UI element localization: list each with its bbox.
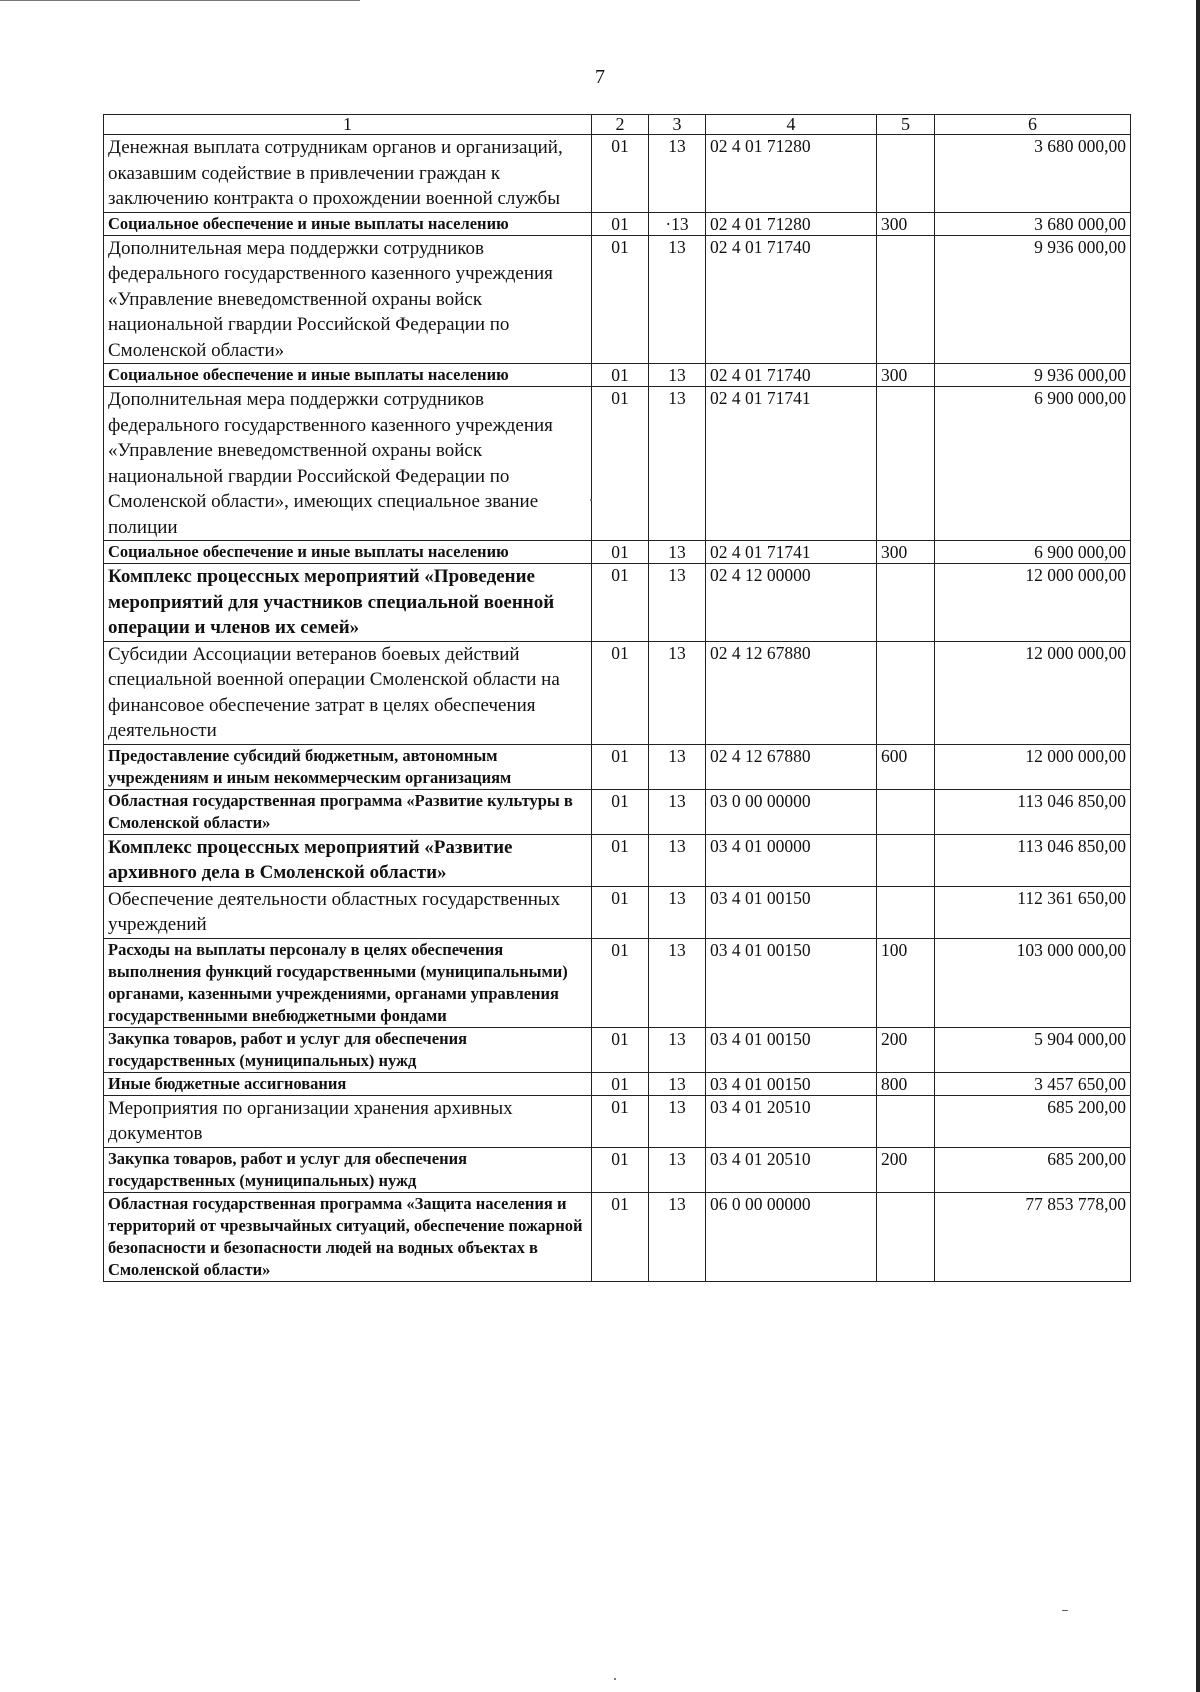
table-row <box>104 1192 1131 1281</box>
table-row <box>104 1147 1131 1192</box>
table-row <box>104 834 1131 886</box>
section-code: 01 <box>592 1147 649 1192</box>
subsection-code: 13 <box>649 1147 706 1192</box>
expense-type-code <box>877 1095 935 1147</box>
expense-type-code: 300 <box>877 364 935 387</box>
table-row <box>104 1027 1131 1072</box>
expense-type-code <box>877 834 935 886</box>
line-item-name: Комплекс процессных мероприятий «Развитие архивного дела в Смоленской области» <box>104 834 592 886</box>
section-code: 01 <box>592 834 649 886</box>
expense-type-code: 200 <box>877 1027 935 1072</box>
line-item-name: Субсидии Ассоциации ветеранов боевых действий специальной военной операции Смоленской области на финансовое обеспечение затрат в целях обеспечения деятельности <box>104 641 592 744</box>
subsection-code: 13 <box>649 564 706 642</box>
expense-type-code <box>877 789 935 834</box>
table-row <box>104 1095 1131 1147</box>
line-item-name: Дополнительная мера поддержки сотрудников федерального государственного казенного учреждения «Управление вневедомственной охраны войск национальной гвардии Российской Федерации по Смоленской области», имеющих специальное звание полиции <box>104 387 592 541</box>
amount: 5 904 000,00 <box>935 1027 1131 1072</box>
subsection-code: 13 <box>649 1072 706 1095</box>
section-code: 01 <box>592 541 649 564</box>
column-header: 1 <box>104 115 592 135</box>
table-row <box>104 744 1131 789</box>
section-code: 01 <box>592 1072 649 1095</box>
page-number: 7 <box>595 66 605 88</box>
line-item-name: Обеспечение деятельности областных государственных учреждений <box>104 886 592 938</box>
amount: 6 900 000,00 <box>935 541 1131 564</box>
scan-speck <box>590 499 592 501</box>
section-code: 01 <box>592 886 649 938</box>
target-article-code: 03 4 01 00150 <box>706 1072 877 1095</box>
line-item-name: Мероприятия по организации хранения архивных документов <box>104 1095 592 1147</box>
table-row <box>104 135 1131 213</box>
subsection-code: 13 <box>649 1095 706 1147</box>
line-item-name: Иные бюджетные ассигнования <box>104 1072 592 1095</box>
section-code: 01 <box>592 235 649 364</box>
table-row <box>104 364 1131 387</box>
line-item-name: Предоставление субсидий бюджетным, автономным учреждениям и иным некоммерческим организациям <box>104 744 592 789</box>
target-article-code: 03 4 01 00000 <box>706 834 877 886</box>
amount: 3 680 000,00 <box>935 135 1131 213</box>
section-code: 01 <box>592 938 649 1027</box>
table-row <box>104 886 1131 938</box>
target-article-code: 02 4 01 71741 <box>706 541 877 564</box>
scan-top-rule <box>0 0 360 1</box>
column-number-row <box>104 115 1131 135</box>
amount: 77 853 778,00 <box>935 1192 1131 1281</box>
section-code: 01 <box>592 387 649 541</box>
expense-type-code: 300 <box>877 541 935 564</box>
amount: 12 000 000,00 <box>935 641 1131 744</box>
table-row <box>104 789 1131 834</box>
subsection-code: 13 <box>649 1192 706 1281</box>
scan-speck <box>614 1678 616 1680</box>
target-article-code: 06 0 00 00000 <box>706 1192 877 1281</box>
line-item-name: Областная государственная программа «Развитие культуры в Смоленской области» <box>104 789 592 834</box>
target-article-code: 02 4 01 71740 <box>706 235 877 364</box>
section-code: 01 <box>592 1192 649 1281</box>
section-code: 01 <box>592 212 649 235</box>
section-code: 01 <box>592 364 649 387</box>
line-item-name: Дополнительная мера поддержки сотрудников федерального государственного казенного учреждения «Управление вневедомственной охраны войск национальной гвардии Российской Федерации по Смоленской области» <box>104 235 592 364</box>
expense-type-code <box>877 1192 935 1281</box>
section-code: 01 <box>592 641 649 744</box>
subsection-code: 13 <box>649 744 706 789</box>
subsection-code: 13 <box>649 938 706 1027</box>
table-row <box>104 641 1131 744</box>
line-item-name: Расходы на выплаты персоналу в целях обеспечения выполнения функций государственными (муниципальными) органами, казенными учреждениями, органами управления государственными внебюджетными фондами <box>104 938 592 1027</box>
amount: 9 936 000,00 <box>935 364 1131 387</box>
subsection-code: 13 <box>649 135 706 213</box>
amount: 9 936 000,00 <box>935 235 1131 364</box>
target-article-code: 02 4 01 71280 <box>706 212 877 235</box>
expense-type-code <box>877 387 935 541</box>
line-item-name: Социальное обеспечение и иные выплаты населению <box>104 212 592 235</box>
amount: 112 361 650,00 <box>935 886 1131 938</box>
line-item-name: Закупка товаров, работ и услуг для обеспечения государственных (муниципальных) нужд <box>104 1027 592 1072</box>
column-header: 4 <box>706 115 877 135</box>
amount: 3 680 000,00 <box>935 212 1131 235</box>
line-item-name: Социальное обеспечение и иные выплаты населению <box>104 541 592 564</box>
line-item-name: Денежная выплата сотрудникам органов и организаций, оказавшим содействие в привлечении граждан к заключению контракта о прохождении военной службы <box>104 135 592 213</box>
target-article-code: 02 4 12 00000 <box>706 564 877 642</box>
scan-edge-mark <box>1196 0 1200 1692</box>
target-article-code: 02 4 01 71280 <box>706 135 877 213</box>
subsection-code: 13 <box>649 541 706 564</box>
subsection-code: 13 <box>649 387 706 541</box>
target-article-code: 03 4 01 00150 <box>706 1027 877 1072</box>
line-item-name: Областная государственная программа «Защита населения и территорий от чрезвычайных ситуаций, обеспечение пожарной безопасности и безопасности людей на водных объектах в Смоленской области» <box>104 1192 592 1281</box>
expense-type-code <box>877 135 935 213</box>
scan-speck <box>1062 1610 1068 1611</box>
table-row <box>104 387 1131 541</box>
column-header: 6 <box>935 115 1131 135</box>
target-article-code: 03 4 01 00150 <box>706 938 877 1027</box>
target-article-code: 02 4 01 71740 <box>706 364 877 387</box>
section-code: 01 <box>592 564 649 642</box>
expense-type-code: 100 <box>877 938 935 1027</box>
expense-type-code: 600 <box>877 744 935 789</box>
target-article-code: 03 4 01 20510 <box>706 1095 877 1147</box>
table-row <box>104 235 1131 364</box>
table-row <box>104 938 1131 1027</box>
amount: 12 000 000,00 <box>935 564 1131 642</box>
section-code: 01 <box>592 1095 649 1147</box>
target-article-code: 02 4 01 71741 <box>706 387 877 541</box>
amount: 685 200,00 <box>935 1147 1131 1192</box>
expense-type-code <box>877 235 935 364</box>
section-code: 01 <box>592 1027 649 1072</box>
amount: 113 046 850,00 <box>935 834 1131 886</box>
amount: 12 000 000,00 <box>935 744 1131 789</box>
table-row <box>104 1072 1131 1095</box>
amount: 685 200,00 <box>935 1095 1131 1147</box>
subsection-code: 13 <box>649 834 706 886</box>
line-item-name: Социальное обеспечение и иные выплаты населению <box>104 364 592 387</box>
subsection-code: ·13 <box>649 212 706 235</box>
subsection-code: 13 <box>649 886 706 938</box>
expense-type-code <box>877 564 935 642</box>
target-article-code: 03 4 01 00150 <box>706 886 877 938</box>
target-article-code: 02 4 12 67880 <box>706 641 877 744</box>
line-item-name: Комплекс процессных мероприятий «Проведение мероприятий для участников специальной военной операции и членов их семей» <box>104 564 592 642</box>
subsection-code: 13 <box>649 641 706 744</box>
subsection-code: 13 <box>649 789 706 834</box>
expense-type-code: 800 <box>877 1072 935 1095</box>
column-header: 5 <box>877 115 935 135</box>
table-row <box>104 564 1131 642</box>
target-article-code: 03 0 00 00000 <box>706 789 877 834</box>
amount: 6 900 000,00 <box>935 387 1131 541</box>
subsection-code: 13 <box>649 364 706 387</box>
subsection-code: 13 <box>649 1027 706 1072</box>
expense-type-code <box>877 886 935 938</box>
section-code: 01 <box>592 135 649 213</box>
line-item-name: Закупка товаров, работ и услуг для обеспечения государственных (муниципальных) нужд <box>104 1147 592 1192</box>
amount: 3 457 650,00 <box>935 1072 1131 1095</box>
budget-table <box>103 114 1131 1282</box>
table-row <box>104 212 1131 235</box>
amount: 113 046 850,00 <box>935 789 1131 834</box>
target-article-code: 02 4 12 67880 <box>706 744 877 789</box>
expense-type-code <box>877 641 935 744</box>
section-code: 01 <box>592 744 649 789</box>
subsection-code: 13 <box>649 235 706 364</box>
column-header: 2 <box>592 115 649 135</box>
expense-type-code: 200 <box>877 1147 935 1192</box>
target-article-code: 03 4 01 20510 <box>706 1147 877 1192</box>
section-code: 01 <box>592 789 649 834</box>
table-row <box>104 541 1131 564</box>
amount: 103 000 000,00 <box>935 938 1131 1027</box>
column-header: 3 <box>649 115 706 135</box>
expense-type-code: 300 <box>877 212 935 235</box>
